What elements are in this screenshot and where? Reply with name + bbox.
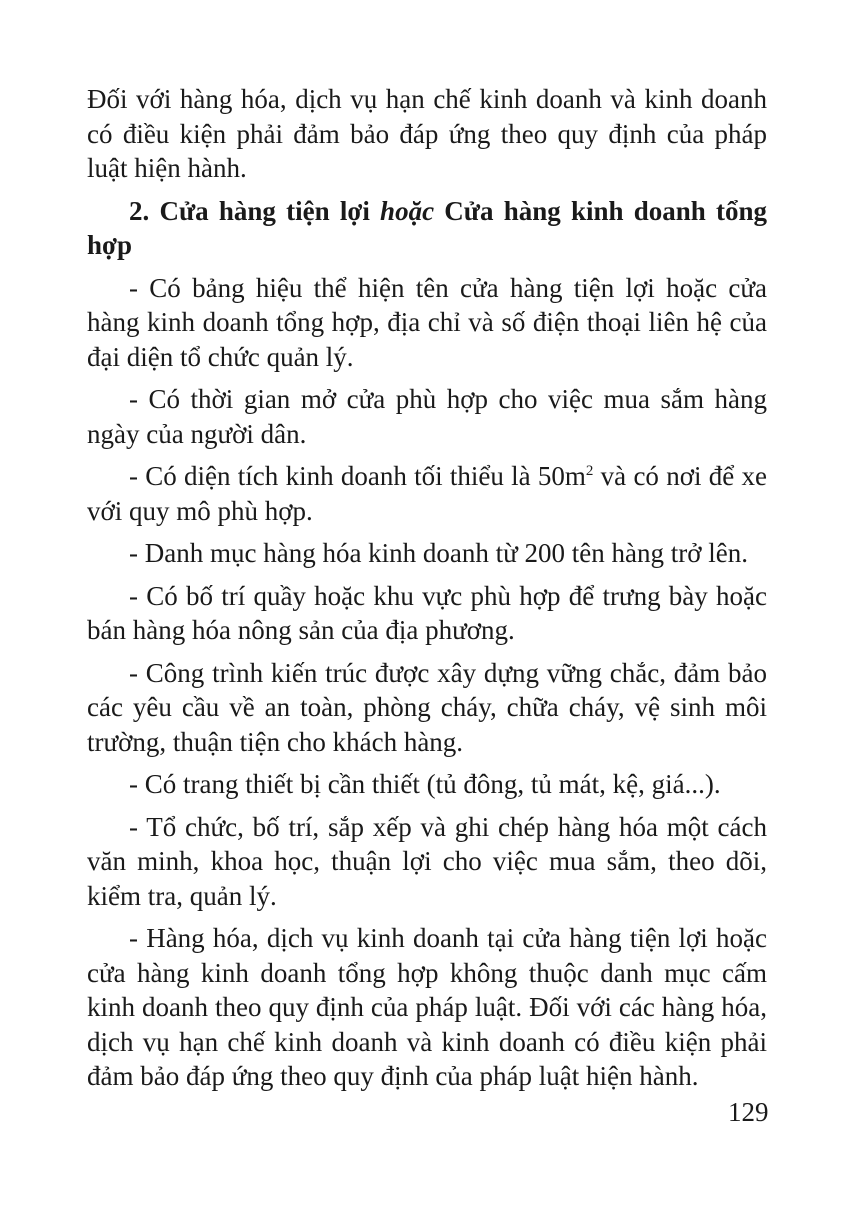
list-item: - Có bố trí quầy hoặc khu vực phù hợp để trưng bày hoặc bán hàng hóa nông sản của địa phương.: [87, 580, 767, 645]
list-item: - Tổ chức, bố trí, sắp xếp và ghi chép hàng hóa một cách văn minh, khoa học, thuận lợi cho việc mua sắm, theo dõi, kiểm tra, quản lý.: [87, 811, 767, 911]
list-item: - Danh mục hàng hóa kinh doanh từ 200 tên hàng trở lên.: [129, 538, 749, 568]
document-page: [87, 82, 767, 1102]
area-text-before: - Có diện tích kinh doanh tối thiểu là 50m: [129, 461, 586, 491]
list-item: - Công trình kiến trúc được xây dựng vững chắc, đảm bảo các yêu cầu về an toàn, phòng cháy, chữa cháy, vệ sinh môi trường, thuận tiện cho khách hàng.: [87, 657, 767, 757]
area-text-after: và có nơi để xe với quy mô phù hợp.: [87, 461, 767, 526]
section-heading: [87, 194, 767, 263]
superscript: 2: [585, 463, 594, 479]
list-item-area: [87, 459, 767, 528]
list-item: - Có bảng hiệu thể hiện tên cửa hàng tiện lợi hoặc cửa hàng kinh doanh tổng hợp, địa chỉ và số điện thoại liên hệ của đại diện tổ chức quản lý.: [87, 272, 767, 372]
list-item: - Hàng hóa, dịch vụ kinh doanh tại cửa hàng tiện lợi hoặc cửa hàng kinh doanh tổng hợp không thuộc danh mục cấm kinh doanh theo quy định của pháp luật. Đối với các hàng hóa, dịch vụ hạn chế kinh doanh và kinh doanh có điều kiện phải đảm bảo đáp ứng theo quy định của pháp luật hiện hành.: [87, 923, 767, 1091]
heading-part-1: 2. Cửa hàng tiện lợi: [129, 195, 381, 226]
heading-italic-word: hoặc: [380, 195, 435, 226]
heading-part-2: Cửa hàng kinh doanh tổng hợp: [87, 195, 767, 260]
list-item: - Có thời gian mở cửa phù hợp cho việc mua sắm hàng ngày của người dân.: [87, 384, 767, 449]
page-number: 129: [728, 1097, 769, 1127]
list-item: - Có trang thiết bị cần thiết (tủ đông, tủ mát, kệ, giá...).: [129, 769, 721, 799]
opening-paragraph: Đối với hàng hóa, dịch vụ hạn chế kinh doanh và kinh doanh có điều kiện phải đảm bảo đáp ứng theo quy định của pháp luật hiện hành.: [87, 84, 767, 183]
